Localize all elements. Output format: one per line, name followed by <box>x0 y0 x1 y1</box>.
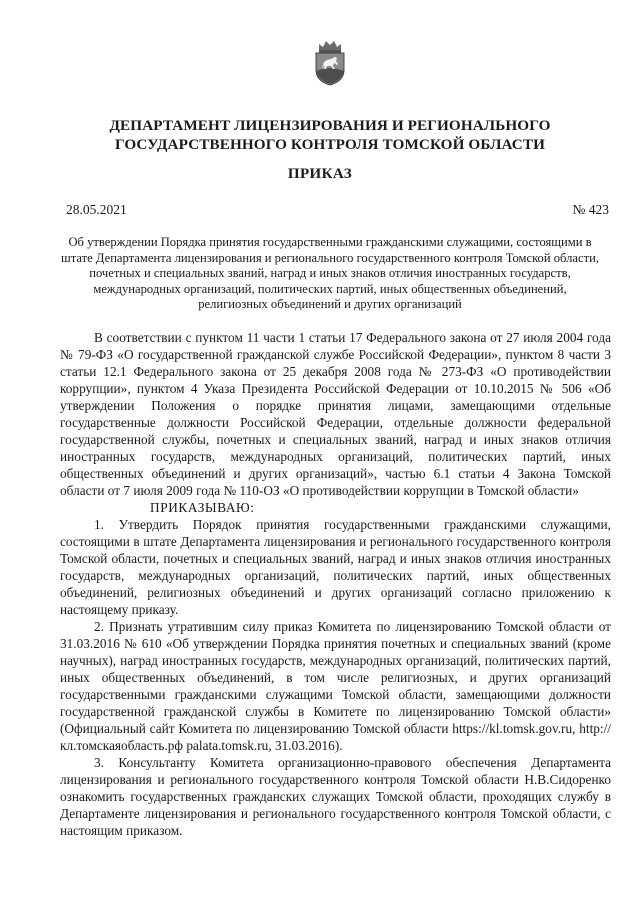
order-body <box>60 329 611 839</box>
order-date: 28.05.2021 <box>66 202 127 217</box>
preamble-paragraph: В соответствии с пунктом 11 части 1 статьи 17 Федерального закона от 27 июля 2004 года № 79-ФЗ «О государственной гражданской службе Российской Федерации», пунктом 8 части 3 статьи 12.1 Федерального закона от 25 декабря 2008 года № 273-ФЗ «О противодействии коррупции», пунктом 4 Указа Президента Российской Федерации от 10.10.2015 № 506 «Об утверждении Положения о порядке принятия лицами, замещающими отдельные государственные должности Российской Федерации, отдельные должности федеральной государственной службы, почетных и специальных званий, наград и иных знаков отличия иностранных государств, международных организаций, политических партий, иных общественных объединений и других организаций», частью 6.1 статьи 4 Закона Томской области от 7 июля 2009 года № 110-ОЗ «О противодействии коррупции в Томской области» <box>60 330 611 498</box>
order-subject: Об утверждении Порядка принятия государственными гражданскими служащими, состоящими в штате Департамента лицензирования и регионального государственного контроля Томской области, почетных и специальных званий, наград и иных знаков отличия иностранных государств, международных организаций, политических партий, иных общественных объединений, религиозных объединений и других организаций <box>61 235 599 311</box>
order-item-2: 2. Признать утратившим силу приказ Комитета по лицензированию Томской области от 31.03.2016 № 610 «Об утверждении Порядка принятия почетных и специальных званий (кроме научных), наград иностранных государств, международных организаций, политических партий, иных общественных объединений, в том числе религиозных, и других организаций государственными гражданскими служащими Томской области, замещающими должности государственной гражданской службы в Комитете по лицензированию Томской области» (Официальный сайт Комитета по лицензированию Томской области https://kl.tomsk.gov.ru, http://кл.томскаяобласть.рф palata.tomsk.ru, 31.03.2016). <box>60 619 611 753</box>
order-item-1: 1. Утвердить Порядок принятия государственными гражданскими служащими, состоящими в штате Департамента лицензирования и регионального государственного контроля Томской области, почетных и специальных званий, наград и иных знаков отличия иностранных государств, международных организаций, политических партий, иных общественных объединений, религиозных объединений и других организаций согласно приложению к настоящему приказу. <box>60 517 611 617</box>
department-name-line-2: ГОСУДАРСТВЕННОГО КОНТРОЛЯ ТОМСКОЙ ОБЛАСТИ <box>114 136 546 153</box>
document-type-title: ПРИКАЗ <box>287 166 353 182</box>
tomsk-coat-of-arms-icon <box>313 38 347 86</box>
order-number: № 423 <box>572 202 609 217</box>
order-keyword: ПРИКАЗЫВАЮ: <box>150 500 255 515</box>
order-item-3: 3. Консультанту Комитета организационно-правового обеспечения Департамента лицензирования и регионального государственного контроля Томской области Н.В.Сидоренко ознакомить государственных гражданских служащих Томской области, проходящих службу в Департаменте лицензирования и регионального государственного контроля Томской области, с настоящим приказом. <box>60 755 611 838</box>
department-name <box>60 116 600 154</box>
department-name-line-1: ДЕПАРТАМЕНТ ЛИЦЕНЗИРОВАНИЯ И РЕГИОНАЛЬНОГО <box>109 117 551 134</box>
